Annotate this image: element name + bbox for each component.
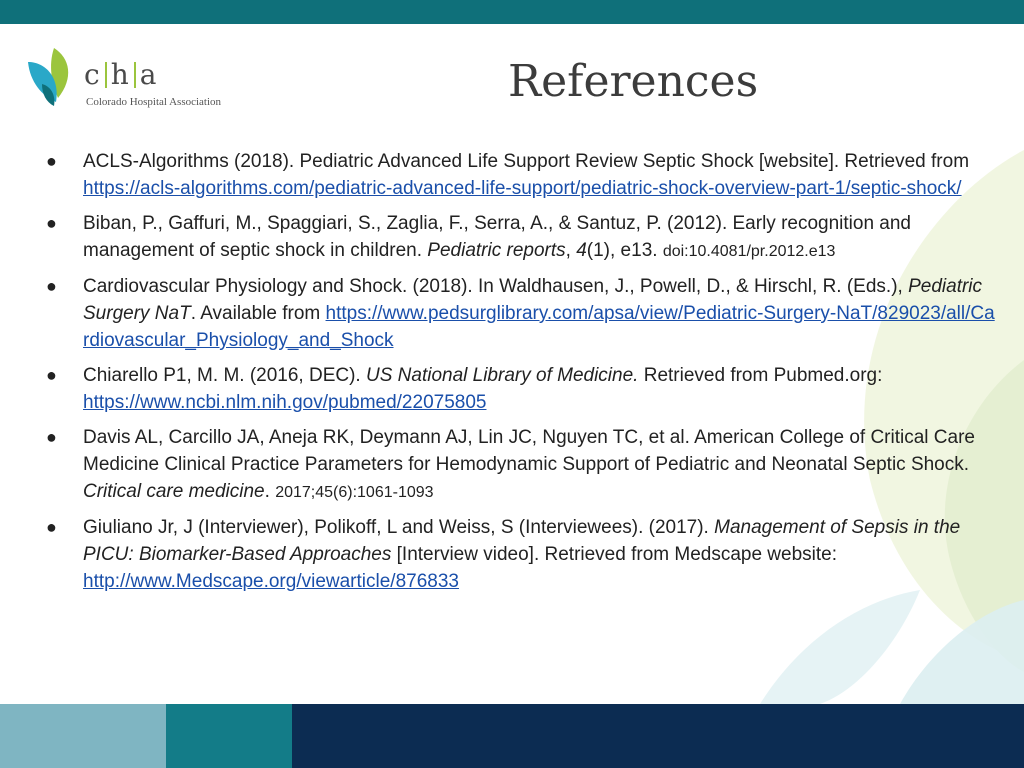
reference-link[interactable]: http://www.Medscape.org/viewarticle/876833 (83, 571, 459, 592)
logo-letter-c: c (84, 58, 101, 91)
reference-text: Biban, P., Gaffuri, M., Spaggiari, S., Zaglia, F., Serra, A., & Santuz, P. (2012). Early recognition and management of septic shock in children. (83, 213, 911, 261)
bullet-icon: ● (46, 365, 57, 385)
reference-volume: 4 (576, 240, 587, 261)
footer-band-light (0, 704, 166, 768)
logo-wordmark (84, 58, 157, 91)
logo (24, 44, 244, 110)
reference-journal: Pediatric reports (427, 240, 566, 261)
bullet-icon: ● (46, 213, 57, 233)
reference-text: ACLS-Algorithms (2018). Pediatric Advanced Life Support Review Septic Shock [website]. Retrieved from (83, 151, 970, 172)
reference-title: Pediatric Surgery NaT (83, 276, 983, 324)
reference-text: Chiarello P1, M. M. (2016, DEC). (83, 365, 366, 386)
logo-separator (134, 62, 136, 88)
reference-item (44, 148, 1000, 202)
logo-letter-a: a (139, 58, 158, 91)
reference-text: . Available from (190, 303, 326, 324)
reference-item (44, 210, 1000, 265)
reference-doi: doi:10.4081/pr.2012.e13 (662, 243, 836, 260)
reference-text: Giuliano Jr, J (Interviewer), Polikoff, L and Weiss, S (Interviewees). (2017). (83, 517, 715, 538)
reference-source: US National Library of Medicine. (365, 365, 639, 386)
footer-band-navy (292, 704, 1024, 768)
reference-item (44, 424, 1000, 506)
reference-item (44, 514, 1000, 595)
reference-text: , (565, 240, 577, 261)
reference-item (44, 273, 1000, 354)
logo-letter-h: h (110, 58, 130, 91)
leaf-logo-icon (24, 44, 80, 110)
reference-title: Management of Sepsis in the PICU: Biomarker-Based Approaches (83, 517, 961, 565)
logo-separator (105, 62, 107, 88)
reference-list (44, 148, 1000, 603)
footer-band-teal (166, 704, 292, 768)
reference-item (44, 362, 1000, 416)
reference-text: [Interview video]. Retrieved from Medscape website: (391, 544, 838, 565)
page-title: References (508, 56, 759, 107)
bullet-icon: ● (46, 427, 57, 447)
reference-citation: 2017;45(6):1061-1093 (275, 484, 434, 501)
reference-text: Retrieved from Pubmed.org: (638, 365, 883, 386)
reference-text: Cardiovascular Physiology and Shock. (2018). In Waldhausen, J., Powell, D., & Hirschl, R. (Eds.), (83, 276, 909, 297)
logo-org-name: Colorado Hospital Association (86, 96, 222, 108)
reference-link[interactable]: https://acls-algorithms.com/pediatric-advanced-life-support/pediatric-shock-overview-part-1/septic-shock/ (83, 178, 962, 199)
bullet-icon: ● (46, 276, 57, 296)
reference-text: (1), e13. (586, 240, 663, 261)
reference-link[interactable]: https://www.pedsurglibrary.com/apsa/view/Pediatric-Surgery-NaT/829023/all/Cardiovascular_Physiology_and_Shock (83, 303, 995, 351)
reference-text: . (264, 481, 276, 502)
reference-text: Davis AL, Carcillo JA, Aneja RK, Deymann AJ, Lin JC, Nguyen TC, et al. American College of Critical Care Medicine Clinical Practice Parameters for Hemodynamic Support of Pediatric and Neonatal Septic Shock. (83, 427, 975, 475)
reference-journal: Critical care medicine (83, 481, 265, 502)
bullet-icon: ● (46, 151, 57, 171)
reference-link[interactable]: https://www.ncbi.nlm.nih.gov/pubmed/22075805 (83, 392, 487, 413)
bullet-icon: ● (46, 517, 57, 537)
